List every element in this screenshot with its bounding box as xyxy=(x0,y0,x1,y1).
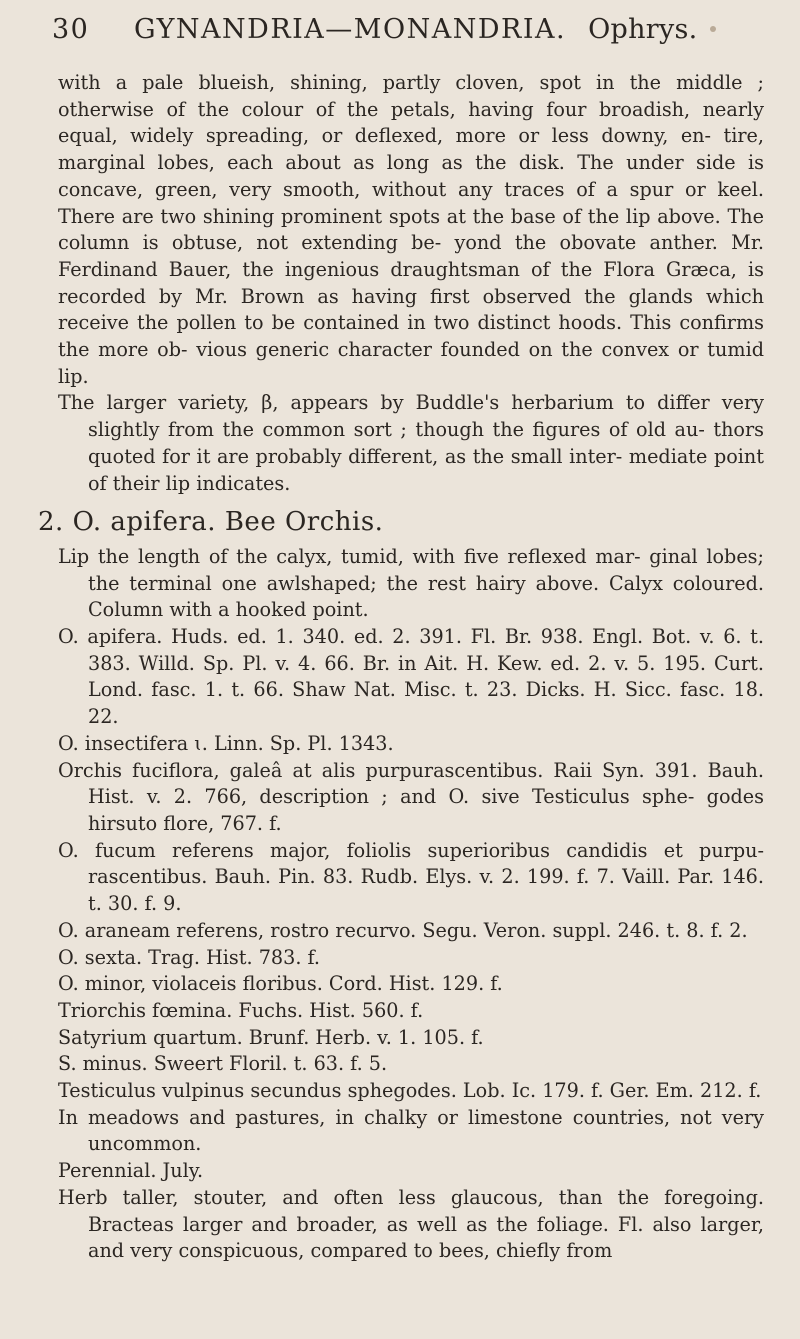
entry-synonym-testiculus: Testiculus vulpinus secundus sphegodes. Lob. Ic. 179. f. Ger. Em. 212. f. xyxy=(58,1079,762,1103)
page-number: 30 xyxy=(52,14,90,45)
paper-stain xyxy=(710,26,716,32)
entry-duration: Perennial. July. xyxy=(58,1159,204,1183)
page-body xyxy=(38,70,764,1265)
entry-synonym-apifera: O. apifera. Huds. ed. 1. 340. ed. 2. 391. Fl. Br. 938. Engl. Bot. v. 6. t. 383. Willd. Sp. Pl. v. 4. 66. Br. in Ait. H. Kew. ed. 2. v. 5. 195. Curt. Lond. fasc. 1. t. 66. Shaw Nat. Misc. t. 23. Dicks. H. Sicc. fasc. 18. 22. xyxy=(58,625,764,729)
entry-synonym-sexta: O. sexta. Trag. Hist. 783. f. xyxy=(58,945,321,969)
entry-synonym-orchis-fuciflora: Orchis fuciflora, galeâ at alis purpurascentibus. Raii Syn. 391. Bauh. Hist. v. 2. 766, description ; and O. sive Testiculus sphe- godes hirsuto flore, 767. f. xyxy=(58,758,764,835)
paragraph-lip-description: with a pale blueish, shining, partly cloven, spot in the middle ; otherwise of the colour of the petals, having four broadish, nearly equal, widely spreading, or deflexed, more or less downy, en- tire, marginal lobes, each about as long as the disk. The under side is concave, green, very smooth, without any traces of a spur or keel. There are two shining prominent spots at the base of the lip above. The column is obtuse, not extending be- yond the obovate anther. Mr. Ferdinand Bauer, the ingenious draughtsman of the Flora Græca, is recorded by Mr. Brown as having first observed the glands which receive the pollen to be contained in two distinct hoods. This confirms the more ob- vious generic character founded on the convex or tumid lip. xyxy=(58,71,764,388)
entry-synonym-fucum-referens: O. fucum referens major, foliolis superioribus candidis et purpu- rascentibus. Bauh. Pin. 83. Rudb. Elys. v. 2. 199. f. 7. Vaill. Par. 146. t. 30. f. 9. xyxy=(58,838,764,916)
entry-synonym-s-minus: S. minus. Sweert Floril. t. 63. f. 5. xyxy=(58,1052,388,1076)
running-title: GYNANDRIA—MONANDRIA. xyxy=(134,14,567,45)
entry-synonym-araneam-referens: O. araneam referens, rostro recurvo. Segu. Veron. suppl. 246. t. 8. f. 2. xyxy=(58,918,748,942)
entry-synonym-insectifera: O. insectifera ɩ. Linn. Sp. Pl. 1343. xyxy=(58,731,394,755)
entry-synonym-minor: O. minor, violaceis floribus. Cord. Hist. 129. f. xyxy=(58,972,503,996)
running-header xyxy=(52,14,764,60)
entry-character: Lip the length of the calyx, tumid, with five reflexed mar- ginal lobes; the terminal one awlshaped; the rest hairy above. Calyx coloured. Column with a hooked point. xyxy=(58,544,764,622)
entry-synonym-triorchis: Triorchis fœmina. Fuchs. Hist. 560. f. xyxy=(58,998,424,1022)
species-heading: 2. O. apifera. Bee Orchis. xyxy=(38,507,384,538)
paragraph-larger-variety: The larger variety, β, appears by Buddle's herbarium to differ very slightly from the common sort ; though the figures of old au- thors quoted for it are probably different, as the small inter- mediate point of their lip indicates. xyxy=(58,391,764,495)
entry-herb-description: Herb taller, stouter, and often less glaucous, than the foregoing. Bracteas larger and broader, as well as the foliage. Fl. also larger, and very conspicuous, compared to bees, chiefly from xyxy=(58,1185,764,1263)
entry-synonym-satyrium-quartum: Satyrium quartum. Brunf. Herb. v. 1. 105. f. xyxy=(58,1025,484,1049)
entry-habitat: In meadows and pastures, in chalky or limestone countries, not very uncommon. xyxy=(58,1105,764,1156)
genus-title: Ophrys. xyxy=(588,14,698,45)
